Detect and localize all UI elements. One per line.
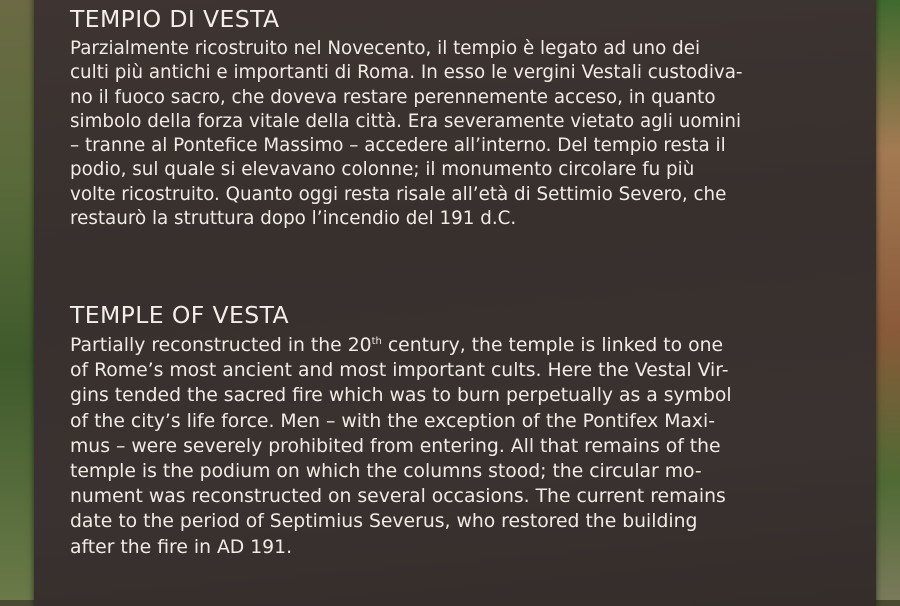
- italian-line: Parzialmente ricostruito nel Novecento, il tempio è legato ad uno dei: [70, 38, 701, 59]
- english-line: nument was reconstructed on several occasions. The current remains: [70, 486, 726, 508]
- english-section: [70, 300, 732, 560]
- english-title: TEMPLE OF VESTA: [70, 301, 289, 329]
- english-line-text: century, the temple is linked to one: [381, 335, 724, 356]
- english-line: mus – were severely prohibited from entering. All that remains of the: [70, 435, 721, 457]
- english-line: gins tended the sacred fire which was to burn perpetually as a symbol: [70, 385, 732, 407]
- information-plaque: [34, 0, 876, 606]
- italian-line: volte ricostruito. Quanto oggi resta risale all’età di Settimio Severo, che: [70, 183, 727, 205]
- italian-line: restaurò la struttura dopo l’incendio del 191 d.C.: [70, 208, 517, 230]
- english-line: [70, 333, 732, 358]
- italian-title: TEMPIO DI VESTA: [70, 5, 280, 33]
- english-line: temple is the podium on which the columns stood; the circular mo-: [70, 461, 702, 483]
- italian-section: [70, 4, 743, 231]
- english-line-text: Partially reconstructed in the 20: [70, 335, 372, 356]
- italian-line: simbolo della forza vitale della città. Era severamente vietato agli uomini: [70, 110, 742, 132]
- english-line: after the fire in AD 191.: [70, 536, 293, 558]
- italian-line: culti più antichi e importanti di Roma. In esso le vergini Vestali custodiva-: [70, 62, 743, 84]
- ordinal-superscript: th: [371, 336, 382, 347]
- english-line: date to the period of Septimius Severus, who restored the building: [70, 511, 698, 533]
- english-line: of the city’s life force. Men – with the exception of the Pontifex Maxi-: [70, 410, 716, 432]
- english-line: of Rome’s most ancient and most important cults. Here the Vestal Vir-: [70, 360, 729, 382]
- italian-line: – tranne al Pontefice Massimo – accedere all’interno. Del tempio resta il: [70, 135, 726, 157]
- italian-line: podio, sul quale si elevavano colonne; il monumento circolare fu più: [70, 159, 695, 181]
- italian-line: no il fuoco sacro, che doveva restare perennemente acceso, in quanto: [70, 86, 716, 108]
